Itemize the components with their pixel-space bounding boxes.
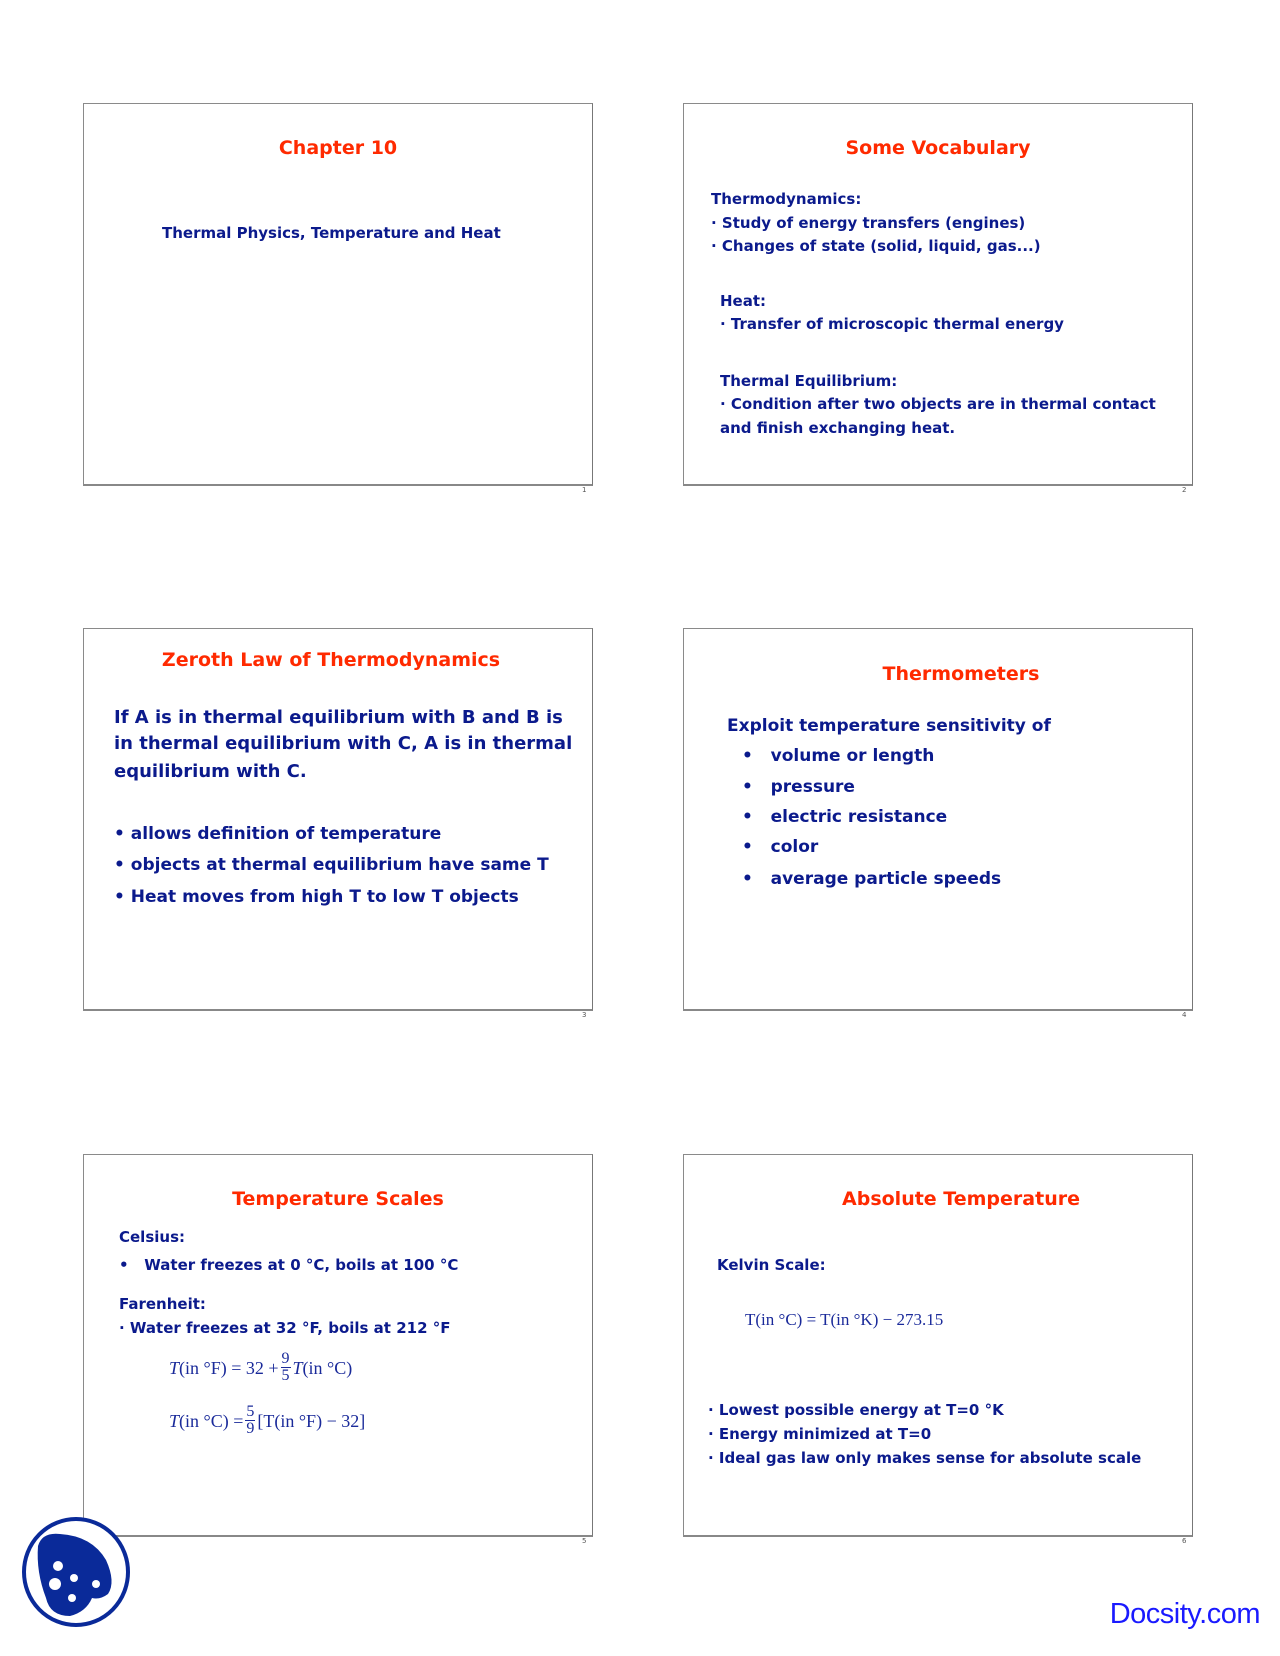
bullet-text: Heat moves from high T to low T objects	[130, 887, 519, 907]
fraction	[245, 1404, 255, 1437]
page-number: 1	[582, 486, 587, 494]
bullet-text: color	[770, 837, 819, 857]
page-number: 6	[1182, 1537, 1187, 1545]
bullet-item: • average particle speeds	[742, 869, 1002, 889]
bullet-item: • objects at thermal equilibrium have same T	[114, 855, 549, 875]
bullet-text: volume or length	[770, 746, 935, 766]
eq-lhs: (in °C) =	[179, 1410, 244, 1431]
page-number: 4	[1182, 1011, 1187, 1019]
bullet-item: • Heat moves from high T to low T objects	[114, 887, 519, 907]
intro-text: Exploit temperature sensitivity of	[727, 716, 1051, 736]
slide-6	[683, 1154, 1193, 1537]
bullet-text: pressure	[770, 777, 855, 797]
slide-title: Thermometers	[882, 663, 1040, 685]
slide-3	[83, 628, 593, 1011]
bullet-item: • color	[742, 837, 819, 857]
text-line: in thermal equilibrium with C, A is in thermal	[114, 733, 573, 754]
slide-title: Some Vocabulary	[845, 137, 1031, 159]
bullet-item: · Lowest possible energy at T=0 °K	[708, 1401, 1004, 1419]
denominator: 5	[281, 1367, 290, 1384]
bullet-item: · Energy minimized at T=0	[708, 1425, 932, 1443]
slide-1	[83, 103, 593, 486]
text-line: equilibrium with C.	[114, 761, 307, 782]
text-line: and finish exchanging heat.	[720, 419, 956, 437]
page-number: 3	[582, 1011, 587, 1019]
slide-title: Chapter 10	[278, 137, 398, 159]
bullet-item: · Ideal gas law only makes sense for absolute scale	[708, 1449, 1142, 1467]
bullet-item: • allows definition of temperature	[114, 824, 442, 844]
bullet-text: objects at thermal equilibrium have same T	[130, 855, 549, 875]
bullet-text: allows definition of temperature	[130, 824, 442, 844]
slide-subtitle: Thermal Physics, Temperature and Heat	[162, 224, 501, 242]
page-number: 5	[582, 1537, 587, 1545]
text-line: · Condition after two objects are in thermal contact	[720, 395, 1156, 413]
kelvin-label: Kelvin Scale:	[717, 1256, 826, 1274]
bullet-text: electric resistance	[770, 807, 948, 827]
docsity-logo-icon	[20, 1516, 132, 1628]
eq-lhs: (in °F) = 32 +	[179, 1357, 279, 1378]
text-line: · Changes of state (solid, liquid, gas...)	[711, 237, 1041, 255]
slide-2	[683, 103, 1193, 486]
eq-rhs: [T(in °F) − 32]	[257, 1410, 366, 1431]
text-line: Thermodynamics:	[711, 190, 862, 208]
slide-4	[683, 628, 1193, 1011]
bullet-item: · Water freezes at 32 °F, boils at 212 °F	[119, 1319, 451, 1337]
text-line: If A is in thermal equilibrium with B and B is	[114, 707, 563, 728]
docsity-brand-link[interactable]: Docsity.com	[1109, 1598, 1260, 1630]
fahrenheit-label: Farenheit:	[119, 1295, 206, 1313]
eq-rhs: (in °C)	[302, 1357, 353, 1378]
slide-5	[83, 1154, 593, 1537]
page-number: 2	[1182, 486, 1187, 494]
bullet-item: • Water freezes at 0 °C, boils at 100 °C	[119, 1256, 459, 1274]
equation-f-from-c	[169, 1351, 352, 1384]
slide-title: Absolute Temperature	[842, 1188, 1080, 1210]
bullet-item: • volume or length	[742, 746, 935, 766]
eq-var: T	[169, 1410, 180, 1431]
text-line: Thermal Equilibrium:	[720, 372, 898, 390]
bullet-text: average particle speeds	[770, 869, 1002, 889]
numerator: 9	[281, 1350, 290, 1367]
eq-var: T	[169, 1357, 180, 1378]
bullet-item: • pressure	[742, 777, 855, 797]
denominator: 9	[246, 1420, 255, 1437]
slide-title: Zeroth Law of Thermodynamics	[161, 649, 501, 671]
numerator: 5	[246, 1403, 255, 1420]
eq-var: T	[292, 1357, 303, 1378]
equation-c-from-f	[169, 1404, 365, 1437]
bullet-text: Water freezes at 0 °C, boils at 100 °C	[144, 1256, 459, 1274]
equation-kelvin: T(in °C) = T(in °K) − 273.15	[745, 1310, 944, 1329]
text-line: · Transfer of microscopic thermal energy	[720, 315, 1064, 333]
slide-title: Temperature Scales	[232, 1188, 444, 1210]
text-line: · Study of energy transfers (engines)	[711, 214, 1026, 232]
celsius-label: Celsius:	[119, 1228, 185, 1246]
text-line: Heat:	[720, 292, 767, 310]
bullet-item: • electric resistance	[742, 807, 948, 827]
fraction	[281, 1351, 291, 1384]
